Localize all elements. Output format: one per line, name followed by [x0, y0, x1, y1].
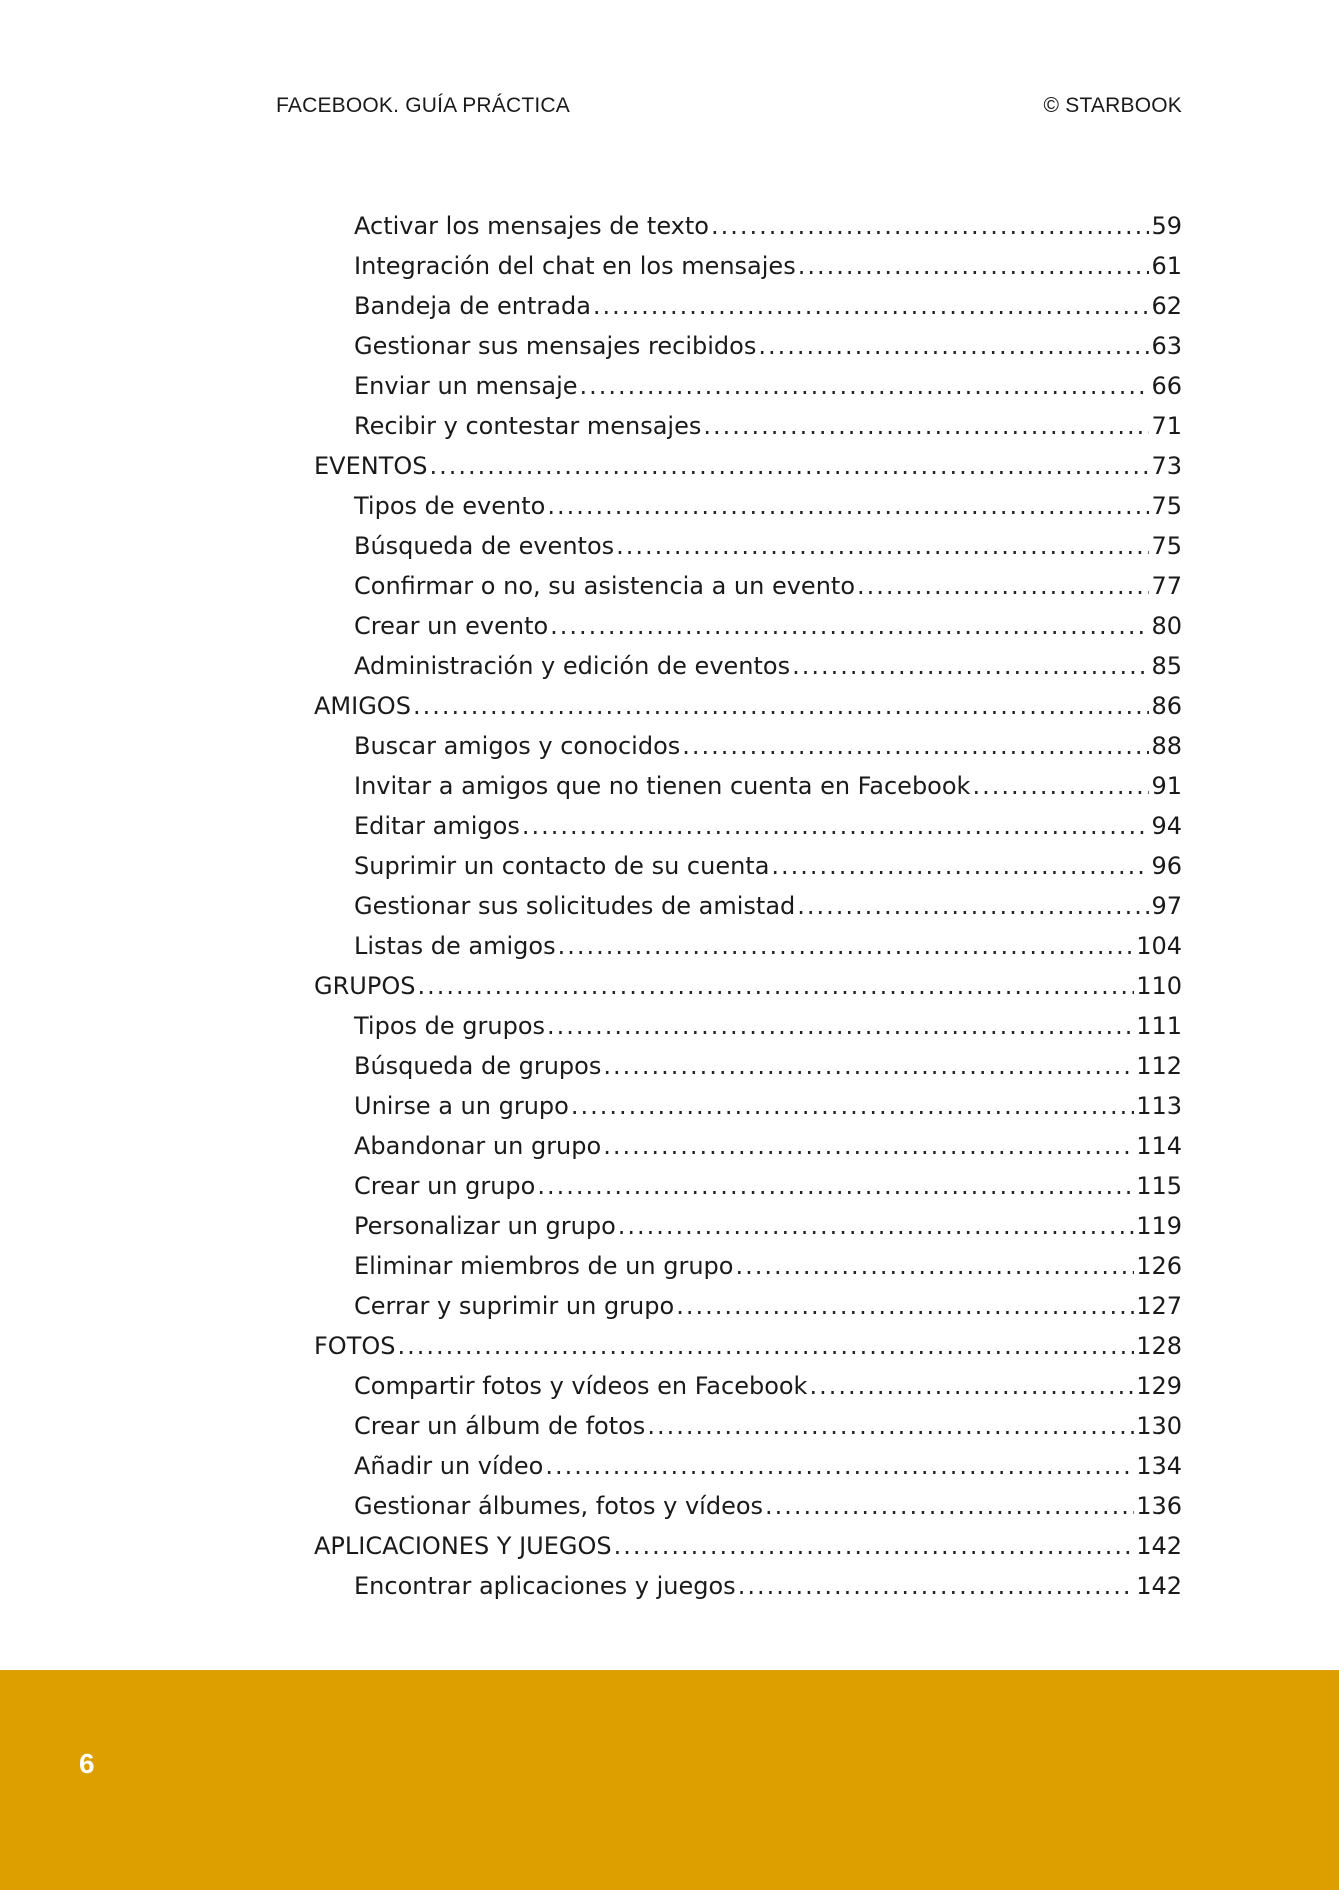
toc-entry-title: GRUPOS	[314, 972, 416, 1000]
toc-dot-leader	[809, 1366, 1134, 1406]
toc-dot-leader	[711, 206, 1149, 246]
toc-entry-page: 110	[1136, 972, 1182, 1000]
toc-section-entry	[314, 486, 1182, 526]
page-number: 6	[79, 1748, 95, 1779]
toc-entry-title: Tipos de grupos	[354, 1012, 546, 1040]
toc-entry-page: 75	[1151, 492, 1182, 520]
toc-entry-title: Invitar a amigos que no tienen cuenta en Facebook	[354, 772, 971, 800]
toc-entry-page: 114	[1136, 1132, 1182, 1160]
toc-dot-leader	[545, 1446, 1134, 1486]
toc-dot-leader	[792, 646, 1149, 686]
toc-entry-page: 62	[1151, 292, 1182, 320]
toc-entry-title: Crear un álbum de fotos	[354, 1412, 646, 1440]
toc-dot-leader	[616, 526, 1149, 566]
toc-section-entry	[314, 1046, 1182, 1086]
toc-dot-leader	[522, 806, 1150, 846]
toc-entry-title: Recibir y contestar mensajes	[354, 412, 702, 440]
toc-dot-leader	[593, 286, 1150, 326]
toc-section-entry	[314, 926, 1182, 966]
toc-dot-leader	[647, 1406, 1134, 1446]
toc-dot-leader	[618, 1206, 1134, 1246]
toc-entry-title: Eliminar miembros de un grupo	[354, 1252, 734, 1280]
toc-entry-page: 126	[1136, 1252, 1182, 1280]
toc-entry-page: 94	[1151, 812, 1182, 840]
toc-dot-leader	[738, 1566, 1135, 1606]
toc-dot-leader	[614, 1526, 1135, 1566]
toc-dot-leader	[857, 566, 1149, 606]
toc-section-entry	[314, 206, 1182, 246]
toc-entry-title: Bandeja de entrada	[354, 292, 591, 320]
toc-section-entry	[314, 1086, 1182, 1126]
toc-entry-page: 80	[1151, 612, 1182, 640]
toc-dot-leader	[547, 486, 1149, 526]
toc-entry-page: 88	[1151, 732, 1182, 760]
table-of-contents	[314, 206, 1182, 1606]
toc-entry-page: 96	[1151, 852, 1182, 880]
toc-entry-page: 129	[1136, 1372, 1182, 1400]
toc-section-entry	[314, 1246, 1182, 1286]
toc-dot-leader	[703, 406, 1149, 446]
toc-entry-title: Compartir fotos y vídeos en Facebook	[354, 1372, 808, 1400]
toc-entry-title: Añadir un vídeo	[354, 1452, 544, 1480]
toc-section-entry	[314, 646, 1182, 686]
toc-chapter-entry	[314, 1326, 1182, 1366]
toc-dot-leader	[571, 1086, 1134, 1126]
toc-dot-leader	[603, 1126, 1134, 1166]
toc-dot-leader	[603, 1046, 1134, 1086]
toc-entry-page: 66	[1151, 372, 1182, 400]
toc-entry-title: Suprimir un contacto de su cuenta	[354, 852, 770, 880]
toc-entry-page: 61	[1151, 252, 1182, 280]
toc-dot-leader	[537, 1166, 1134, 1206]
toc-section-entry	[314, 1406, 1182, 1446]
toc-dot-leader	[580, 366, 1150, 406]
toc-entry-title: Integración del chat en los mensajes	[354, 252, 796, 280]
toc-dot-leader	[547, 1006, 1134, 1046]
toc-dot-leader	[765, 1486, 1134, 1526]
toc-entry-title: Crear un evento	[354, 612, 549, 640]
toc-entry-title: Crear un grupo	[354, 1172, 536, 1200]
footer-band	[0, 1670, 1339, 1890]
toc-entry-title: Editar amigos	[354, 812, 520, 840]
toc-entry-title: Cerrar y suprimir un grupo	[354, 1292, 675, 1320]
toc-entry-title: AMIGOS	[314, 692, 411, 720]
toc-dot-leader	[397, 1326, 1134, 1366]
toc-section-entry	[314, 366, 1182, 406]
toc-entry-page: 86	[1151, 692, 1182, 720]
toc-entry-page: 59	[1151, 212, 1182, 240]
toc-entry-page: 104	[1136, 932, 1182, 960]
toc-chapter-entry	[314, 1526, 1182, 1566]
toc-entry-title: Listas de amigos	[354, 932, 556, 960]
toc-entry-title: Búsqueda de eventos	[354, 532, 615, 560]
toc-dot-leader	[771, 846, 1149, 886]
toc-section-entry	[314, 1566, 1182, 1606]
toc-section-entry	[314, 326, 1182, 366]
toc-dot-leader	[558, 926, 1135, 966]
toc-section-entry	[314, 566, 1182, 606]
toc-entry-page: 127	[1136, 1292, 1182, 1320]
toc-section-entry	[314, 406, 1182, 446]
toc-section-entry	[314, 526, 1182, 566]
toc-chapter-entry	[314, 686, 1182, 726]
toc-entry-title: Enviar un mensaje	[354, 372, 578, 400]
toc-dot-leader	[735, 1246, 1134, 1286]
toc-entry-title: APLICACIONES Y JUEGOS	[314, 1532, 612, 1560]
toc-entry-title: Encontrar aplicaciones y juegos	[354, 1572, 736, 1600]
toc-entry-title: Unirse a un grupo	[354, 1092, 569, 1120]
toc-dot-leader	[682, 726, 1149, 766]
toc-entry-title: Confirmar o no, su asistencia a un evento	[354, 572, 855, 600]
toc-entry-page: 113	[1136, 1092, 1182, 1120]
toc-section-entry	[314, 846, 1182, 886]
toc-entry-page: 77	[1151, 572, 1182, 600]
toc-entry-title: EVENTOS	[314, 452, 428, 480]
toc-section-entry	[314, 286, 1182, 326]
toc-entry-page: 71	[1151, 412, 1182, 440]
toc-section-entry	[314, 246, 1182, 286]
toc-entry-title: Gestionar álbumes, fotos y vídeos	[354, 1492, 764, 1520]
toc-section-entry	[314, 886, 1182, 926]
toc-entry-title: Activar los mensajes de texto	[354, 212, 709, 240]
toc-dot-leader	[550, 606, 1149, 646]
toc-entry-title: Tipos de evento	[354, 492, 546, 520]
toc-section-entry	[314, 1126, 1182, 1166]
toc-entry-page: 134	[1136, 1452, 1182, 1480]
toc-section-entry	[314, 1206, 1182, 1246]
toc-entry-title: Gestionar sus mensajes recibidos	[354, 332, 757, 360]
toc-entry-page: 73	[1151, 452, 1182, 480]
toc-entry-page: 142	[1136, 1572, 1182, 1600]
toc-entry-page: 75	[1151, 532, 1182, 560]
toc-entry-page: 97	[1151, 892, 1182, 920]
toc-entry-title: Gestionar sus solicitudes de amistad	[354, 892, 796, 920]
toc-entry-page: 136	[1136, 1492, 1182, 1520]
toc-entry-page: 91	[1151, 772, 1182, 800]
toc-dot-leader	[676, 1286, 1134, 1326]
running-header	[276, 94, 1182, 124]
toc-dot-leader	[798, 246, 1150, 286]
book-title: FACEBOOK. GUÍA PRÁCTICA	[276, 94, 570, 117]
toc-chapter-entry	[314, 446, 1182, 486]
publisher-mark: © STARBOOK	[1043, 94, 1182, 117]
toc-entry-title: Buscar amigos y conocidos	[354, 732, 681, 760]
toc-section-entry	[314, 1006, 1182, 1046]
toc-entry-page: 112	[1136, 1052, 1182, 1080]
toc-entry-title: Personalizar un grupo	[354, 1212, 616, 1240]
toc-dot-leader	[758, 326, 1149, 366]
toc-dot-leader	[797, 886, 1149, 926]
toc-dot-leader	[413, 686, 1150, 726]
toc-dot-leader	[429, 446, 1149, 486]
toc-section-entry	[314, 766, 1182, 806]
toc-section-entry	[314, 1366, 1182, 1406]
toc-entry-page: 85	[1151, 652, 1182, 680]
toc-section-entry	[314, 1486, 1182, 1526]
toc-dot-leader	[417, 966, 1134, 1006]
toc-entry-page: 130	[1136, 1412, 1182, 1440]
toc-entry-page: 63	[1151, 332, 1182, 360]
toc-section-entry	[314, 1166, 1182, 1206]
toc-section-entry	[314, 606, 1182, 646]
toc-entry-page: 115	[1136, 1172, 1182, 1200]
toc-chapter-entry	[314, 966, 1182, 1006]
toc-entry-page: 142	[1136, 1532, 1182, 1560]
toc-section-entry	[314, 1286, 1182, 1326]
toc-section-entry	[314, 1446, 1182, 1486]
toc-entry-title: FOTOS	[314, 1332, 396, 1360]
toc-entry-page: 119	[1136, 1212, 1182, 1240]
toc-section-entry	[314, 806, 1182, 846]
toc-entry-title: Búsqueda de grupos	[354, 1052, 602, 1080]
toc-dot-leader	[972, 766, 1149, 806]
toc-entry-page: 111	[1136, 1012, 1182, 1040]
toc-entry-page: 128	[1136, 1332, 1182, 1360]
toc-section-entry	[314, 726, 1182, 766]
toc-entry-title: Administración y edición de eventos	[354, 652, 791, 680]
toc-entry-title: Abandonar un grupo	[354, 1132, 602, 1160]
